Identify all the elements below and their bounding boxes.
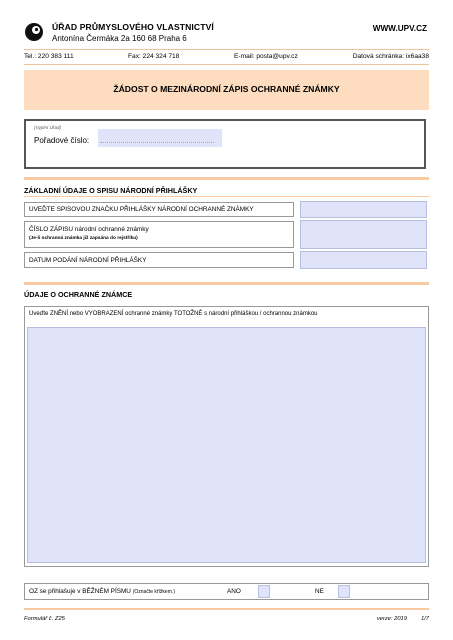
section-underline	[24, 196, 429, 197]
yes-label: ANO	[227, 588, 241, 595]
registration-number-input[interactable]	[300, 220, 427, 249]
phone-number: Tel.: 220 383 111	[24, 53, 74, 60]
filing-date-label: DATUM PODÁNÍ NÁRODNÍ PŘIHLÁŠKY	[29, 257, 147, 264]
trademark-box	[24, 306, 429, 567]
form-title-band	[24, 70, 429, 110]
application-file-number-label: UVEĎTE SPISOVOU ZNAČKU PŘIHLÁŠKY NÁRODNÍ OCHRANNÉ ZNÁMKY	[29, 206, 254, 213]
no-label: NE	[315, 588, 324, 595]
standard-font-row	[24, 583, 429, 600]
footer	[24, 616, 429, 622]
application-file-number-input[interactable]	[300, 201, 427, 218]
filing-date-input[interactable]	[300, 251, 427, 269]
trademark-image-area[interactable]	[27, 327, 426, 563]
registration-number-label: ČÍSLO ZÁPISU národní ochranné známky	[29, 226, 149, 233]
website-link[interactable]: WWW.UPV.CZ	[372, 24, 427, 33]
order-number-field[interactable]	[98, 129, 222, 147]
standard-font-hint: (Označte křížkem.)	[132, 589, 175, 595]
form-number: Formulář č. Z25	[24, 616, 65, 622]
no-checkbox[interactable]	[338, 585, 350, 598]
office-name: ÚŘAD PRŮMYSLOVÉHO VLASTNICTVÍ	[52, 22, 214, 32]
fax-number: Fax: 224 324 718	[128, 53, 180, 60]
trademark-instruction: Uveďte ZNĚNÍ nebo VYOBRAZENÍ ochranné známky TOTOŽNÉ s národní přihláškou / ochrannou známkou	[29, 311, 318, 317]
standard-font-question	[29, 588, 175, 595]
office-use-note: (Vyplní Úřad)	[34, 125, 61, 130]
registration-number-row	[24, 221, 294, 248]
registration-number-note: (Je-li ochranná známka již zapsána do rejstříku)	[29, 236, 138, 241]
footer-divider	[24, 608, 429, 610]
office-use-box	[24, 119, 426, 169]
section-divider	[24, 177, 429, 180]
page-number: 1/7	[420, 616, 429, 622]
trademark-title: ÚDAJE O OCHRANNÉ ZNÁMCE	[24, 290, 133, 299]
order-number-label: Pořadové číslo:	[34, 136, 90, 145]
application-file-number-row	[24, 202, 294, 217]
standard-font-question-text: OZ se přihlašuje v BĚŽNÉM PÍSMU	[29, 588, 131, 595]
databox-id: Datová schránka: ix6aa38	[352, 53, 429, 60]
contact-bar	[24, 49, 429, 65]
form-version: verze: 2019	[376, 616, 407, 622]
yes-checkbox[interactable]	[258, 585, 270, 598]
filing-date-row	[24, 252, 294, 268]
section-divider	[24, 282, 429, 285]
form-title: ŽÁDOST O MEZINÁRODNÍ ZÁPIS OCHRANNÉ ZNÁMKY	[113, 84, 340, 94]
office-address: Antonína Čermáka 2a 160 68 Praha 6	[52, 34, 187, 43]
upv-logo-icon	[24, 22, 44, 42]
basic-info-title: ZÁKLADNÍ ÚDAJE O SPISU NÁRODNÍ PŘIHLÁŠKY	[24, 186, 198, 195]
email-address[interactable]: E-mail: posta@upv.cz	[234, 53, 298, 60]
